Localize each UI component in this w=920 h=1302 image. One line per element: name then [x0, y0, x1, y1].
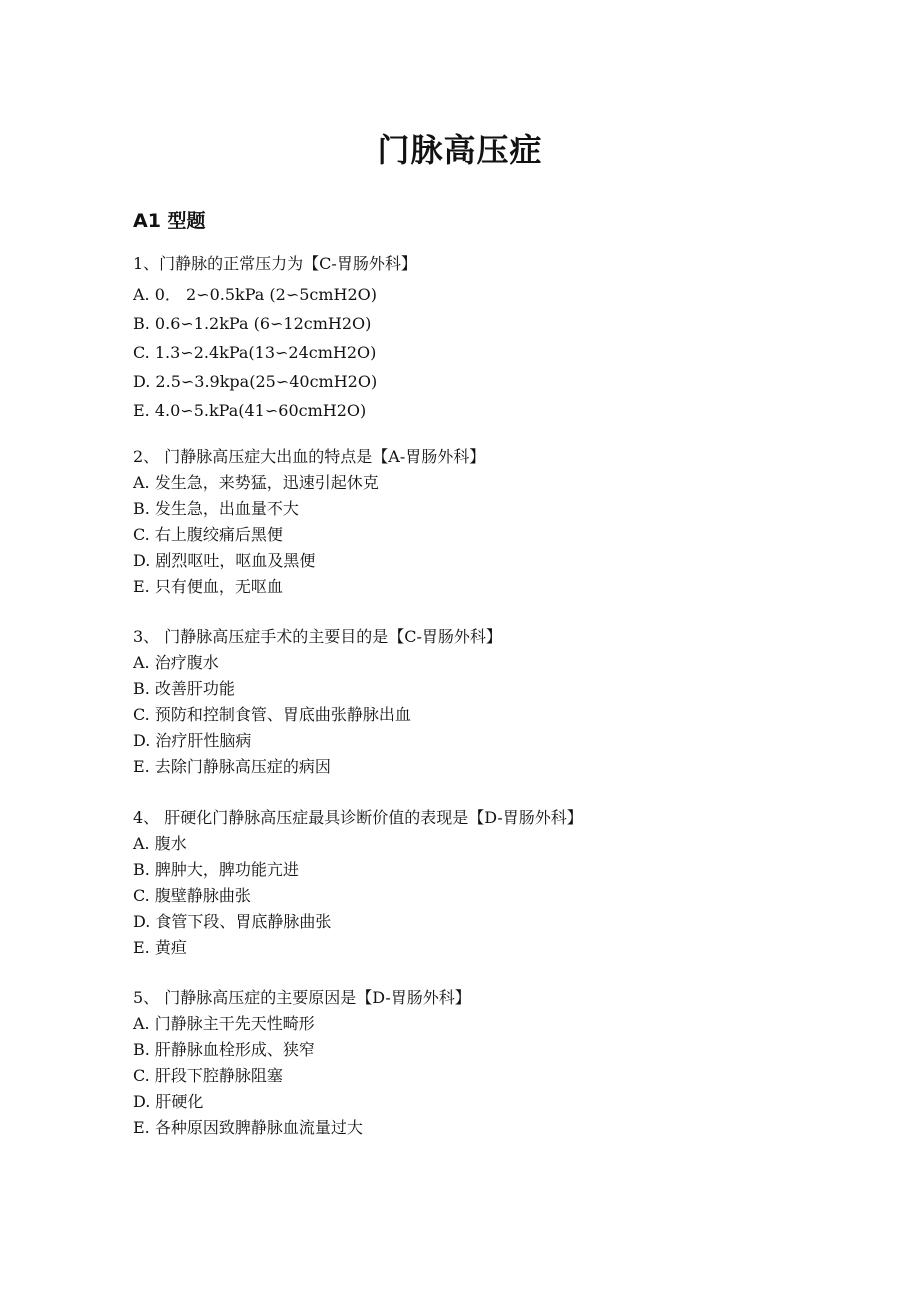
option-e: E. 只有便血，无呕血	[133, 577, 283, 596]
option-d: D. 2.5∽3.9kpa(25∽40cmH2O)	[133, 372, 378, 391]
option-d: D. 剧烈呕吐，呕血及黑便	[133, 551, 316, 570]
option-e: E. 去除门静脉高压症的病因	[133, 757, 331, 776]
question-stem: 2、 门静脉高压症大出血的特点是【A-胃肠外科】	[133, 447, 486, 466]
option-b: B. 脾肿大，脾功能亢进	[133, 860, 299, 879]
option-e: E. 4.0∽5.kPa(41∽60cmH2O)	[133, 401, 367, 420]
option-c: C. 腹壁静脉曲张	[133, 886, 251, 905]
question-1	[133, 251, 833, 425]
option-e: E. 黄疸	[133, 938, 187, 957]
option-c: C. 肝段下腔静脉阻塞	[133, 1066, 283, 1085]
option-b: B. 0.6∽1.2kPa (6∽12cmH2O)	[133, 314, 372, 333]
question-3	[133, 624, 833, 780]
option-d: D. 肝硬化	[133, 1092, 204, 1111]
option-d: D. 治疗肝性脑病	[133, 731, 252, 750]
question-stem: 3、 门静脉高压症手术的主要目的是【C-胃肠外科】	[133, 627, 502, 646]
option-b: B. 改善肝功能	[133, 679, 235, 698]
question-stem: 1、门静脉的正常压力为【C-胃肠外科】	[133, 254, 417, 273]
question-stem: 5、 门静脉高压症的主要原因是【D-胃肠外科】	[133, 988, 471, 1007]
option-a: A. 腹水	[133, 834, 187, 853]
option-c: C. 1.3∽2.4kPa(13∽24cmH2O)	[133, 343, 377, 362]
option-e: E. 各种原因致脾静脉血流量过大	[133, 1118, 363, 1137]
option-b: B. 发生急，出血量不大	[133, 499, 299, 518]
question-stem: 4、 肝硬化门静脉高压症最具诊断价值的表现是【D-胃肠外科】	[133, 808, 583, 827]
question-5	[133, 985, 833, 1141]
option-d: D. 食管下段、胃底静脉曲张	[133, 912, 332, 931]
option-c: C. 预防和控制食管、胃底曲张静脉出血	[133, 705, 411, 724]
option-a: A. 治疗腹水	[133, 653, 219, 672]
question-2	[133, 444, 833, 600]
section-heading: A1 型题	[133, 210, 206, 232]
option-a: A. 0． 2∽0.5kPa (2∽5cmH2O)	[133, 285, 378, 304]
question-4	[133, 805, 833, 961]
option-a: A. 门静脉主干先天性畸形	[133, 1014, 315, 1033]
option-c: C. 右上腹绞痛后黑便	[133, 525, 283, 544]
option-a: A. 发生急，来势猛，迅速引起休克	[133, 473, 379, 492]
page-title: 门脉高压症	[377, 131, 543, 170]
option-b: B. 肝静脉血栓形成、狭窄	[133, 1040, 315, 1059]
